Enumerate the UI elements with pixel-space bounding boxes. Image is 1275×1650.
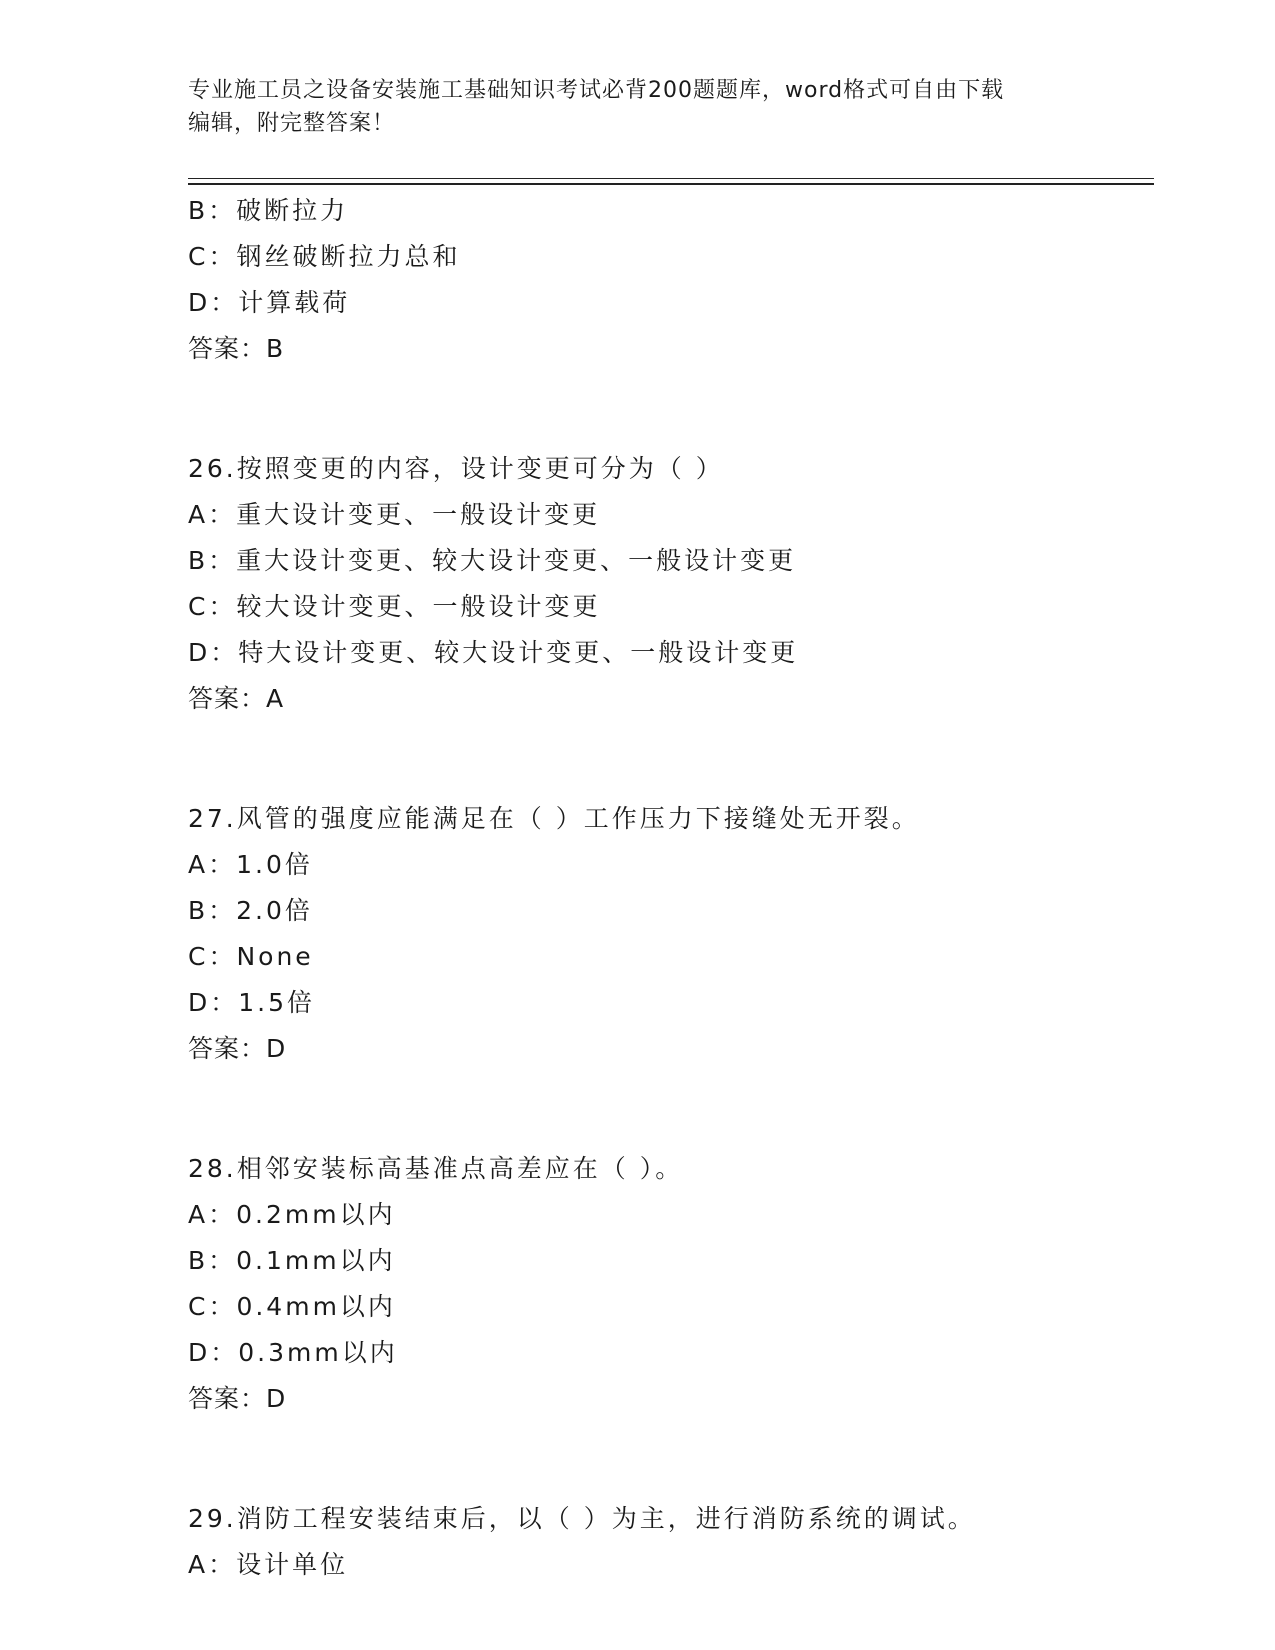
answer-line: 答案：A (188, 684, 285, 713)
question-stem: 29.消防工程安装结束后，以（ ）为主，进行消防系统的调试。 (188, 1504, 976, 1533)
question-block-29 (188, 1496, 1148, 1588)
question-gap (188, 722, 1148, 796)
option-c: C：None (188, 942, 314, 971)
question-block-26 (188, 446, 1148, 722)
option-b: B：重大设计变更、较大设计变更、一般设计变更 (188, 546, 797, 575)
option-b: B：2.0倍 (188, 896, 313, 925)
header-title-line-2: 编辑，附完整答案！ (188, 111, 396, 136)
header-title-line-1: 专业施工员之设备安装施工基础知识考试必背200题题库，word格式可自由下载 (188, 78, 1005, 103)
option-b: B：0.1mm以内 (188, 1246, 396, 1275)
option-d: D：1.5倍 (188, 988, 316, 1017)
question-stem: 26.按照变更的内容，设计变更可分为（ ） (188, 454, 724, 483)
option-d: D：特大设计变更、较大设计变更、一般设计变更 (188, 638, 799, 667)
question-gap (188, 1422, 1148, 1496)
option-c: C：较大设计变更、一般设计变更 (188, 592, 601, 621)
option-a: A：设计单位 (188, 1550, 349, 1579)
option-b: B：破断拉力 (188, 196, 349, 225)
answer-line: 答案：B (188, 334, 285, 363)
header-divider-thin (188, 178, 1154, 179)
question-gap (188, 1072, 1148, 1146)
option-c: C：钢丝破断拉力总和 (188, 242, 461, 271)
option-a: A：0.2mm以内 (188, 1200, 396, 1229)
question-block-28 (188, 1146, 1148, 1422)
header-divider-thick (188, 183, 1154, 185)
answer-line: 答案：D (188, 1384, 287, 1413)
question-block-27 (188, 796, 1148, 1072)
question-list (188, 188, 1148, 1588)
option-c: C：0.4mm以内 (188, 1292, 396, 1321)
question-stem: 28.相邻安装标高基准点高差应在（ ）。 (188, 1154, 684, 1183)
question-gap (188, 372, 1148, 446)
option-d: D：计算载荷 (188, 288, 351, 317)
option-d: D：0.3mm以内 (188, 1338, 398, 1367)
question-block-prev (188, 188, 1148, 372)
document-header (188, 74, 1088, 140)
option-a: A：1.0倍 (188, 850, 313, 879)
option-a: A：重大设计变更、一般设计变更 (188, 500, 601, 529)
answer-line: 答案：D (188, 1034, 287, 1063)
question-stem: 27.风管的强度应能满足在（ ）工作压力下接缝处无开裂。 (188, 804, 920, 833)
